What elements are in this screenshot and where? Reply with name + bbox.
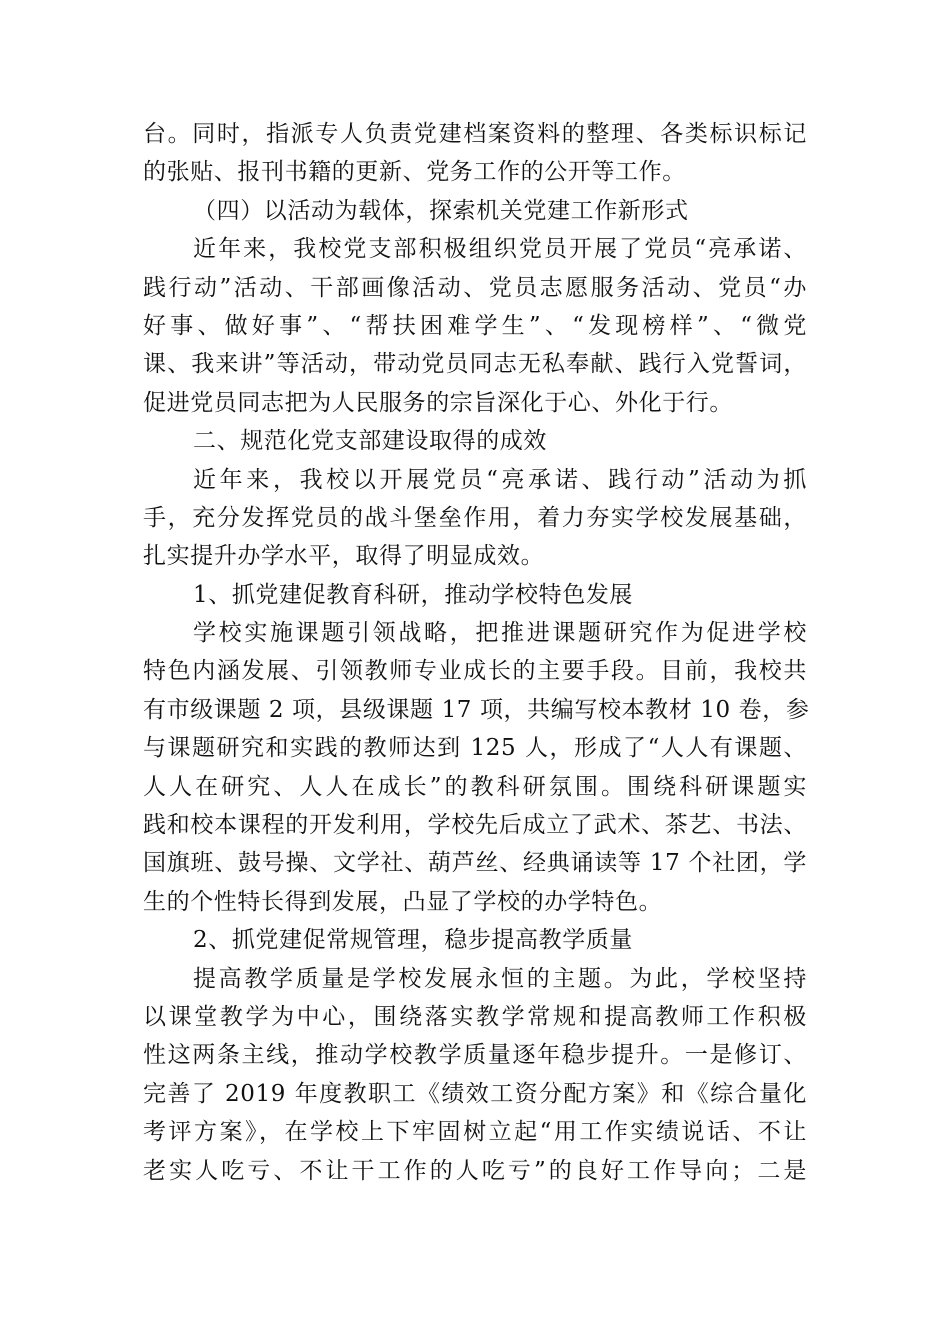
text-line: 完善了 2019 年度教职工《绩效工资分配方案》和《综合量化 bbox=[143, 1080, 807, 1107]
text-line: 近年来，我校以开展党员“亮承诺、践行动”活动为抓 bbox=[193, 466, 807, 493]
text-line: 特色内涵发展、引领教师专业成长的主要手段。目前，我校共 bbox=[143, 658, 807, 685]
text-line: 国旗班、鼓号操、文学社、葫芦丝、经典诵读等 17 个社团，学 bbox=[143, 850, 807, 877]
section-heading: 1、抓党建促教育科研，推动学校特色发展 bbox=[193, 581, 634, 608]
section-heading: 2、抓党建促常规管理，稳步提高教学质量 bbox=[193, 927, 634, 954]
text-line: 课、我来讲”等活动，带动党员同志无私奉献、践行入党誓词， bbox=[143, 351, 807, 378]
text-line: 台。同时，指派专人负责党建档案资料的整理、各类标识标记 bbox=[143, 121, 807, 147]
text-line: 手，充分发挥党员的战斗堡垒作用，着力夯实学校发展基础， bbox=[143, 504, 807, 531]
text-line: 性这两条主线，推动学校教学质量逐年稳步提升。一是修订、 bbox=[143, 1042, 807, 1069]
text-line: 提高教学质量是学校发展永恒的主题。为此，学校坚持 bbox=[193, 965, 807, 992]
text-line: 近年来，我校党支部积极组织党员开展了党员“亮承诺、 bbox=[193, 236, 807, 263]
text-line: 好事、做好事”、“帮扶困难学生”、“发现榜样”、“微党 bbox=[143, 312, 807, 339]
text-line: 促进党员同志把为人民服务的宗旨深化于心、外化于行。 bbox=[143, 389, 733, 416]
section-heading: 二、规范化党支部建设取得的成效 bbox=[193, 428, 547, 455]
text-line: 扎实提升办学水平，取得了明显成效。 bbox=[143, 543, 545, 570]
text-line: 践行动”活动、干部画像活动、党员志愿服务活动、党员“办 bbox=[143, 274, 807, 301]
text-line: 与课题研究和实践的教师达到 125 人，形成了“人人有课题、 bbox=[143, 735, 807, 762]
text-line: 老实人吃亏、不让干工作的人吃亏”的良好工作导向；二是 bbox=[143, 1157, 807, 1184]
section-heading: （四）以活动为载体，探索机关党建工作新形式 bbox=[193, 197, 689, 224]
text-line: 的张贴、报刊书籍的更新、党务工作的公开等工作。 bbox=[143, 159, 686, 186]
text-line: 人人在研究、人人在成长”的教科研氛围。围绕科研课题实 bbox=[143, 773, 807, 800]
text-line: 生的个性特长得到发展，凸显了学校的办学特色。 bbox=[143, 888, 663, 915]
text-line: 有市级课题 2 项，县级课题 17 项，共编写校本教材 10 卷，参 bbox=[143, 696, 810, 723]
text-line: 学校实施课题引领战略，把推进课题研究作为促进学校 bbox=[193, 620, 807, 647]
text-line: 考评方案》，在学校上下牢固树立起“用工作实绩说话、不让 bbox=[143, 1119, 807, 1146]
text-line: 以课堂教学为中心，围绕落实教学常规和提高教师工作积极 bbox=[143, 1003, 807, 1030]
document-page bbox=[143, 115, 810, 1190]
text-line: 践和校本课程的开发利用，学校先后成立了武术、茶艺、书法、 bbox=[143, 812, 807, 839]
